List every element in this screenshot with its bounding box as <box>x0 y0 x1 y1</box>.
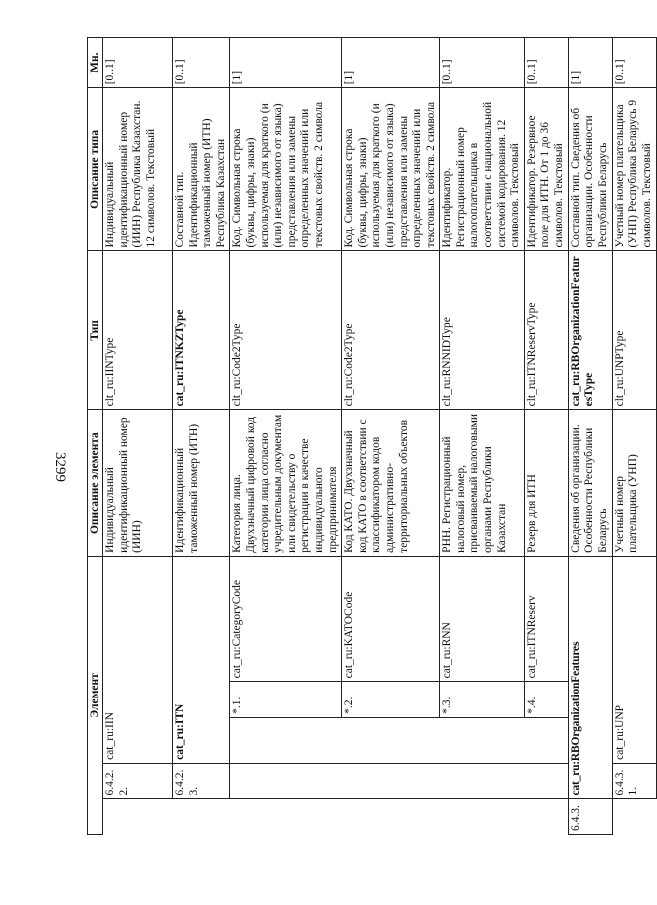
row-description: Индивидуальный идентификационный номер (ИИН) <box>103 410 173 556</box>
row-type-description: Идентификатор. Резервное поле для ИТН. От 1 до 36 символов. Текстовый <box>524 88 568 251</box>
row-description: Учетный номер плательщика (УНП) <box>612 410 656 556</box>
row-multiplicity: [0..1] <box>524 38 568 88</box>
row-type-description: Индивидуальный идентификационный номер (ИИН) Республика Казахстан. 12 символов. Текстовый <box>103 88 173 251</box>
row-type-description: Составной тип. Идентификационный таможенный номер (ИТН) Республика Казахстан <box>173 88 230 251</box>
row-description: Резерв для ИТН <box>524 410 568 556</box>
header-multiplicity: Мн. <box>88 38 103 88</box>
table-row <box>173 38 230 835</box>
row-type-description: Код. Символьная строка (буквы, цифры, знаки) используемая для краткого (и (или) независимого от языка) представления или замены определенных значений или текстовых свойств. 2 символа <box>342 88 440 251</box>
row-element: cat_ru:UNP <box>612 556 656 763</box>
row-multiplicity: [1] <box>568 38 612 88</box>
row-number: 6.4.3. <box>568 799 612 835</box>
header-element: Элемент <box>88 556 103 834</box>
row-element: cat_ru:ITN <box>173 556 230 763</box>
row-element: cat_ru:CategoryCode <box>230 556 342 682</box>
row-number: *.3. <box>440 682 525 718</box>
row-description: РНН. Регистрационный налоговый номер, присваиваемый налоговыми органами Республики Казахстан <box>440 410 525 556</box>
table-row <box>612 38 656 835</box>
header-type: Тип <box>88 251 103 410</box>
row-multiplicity: [0..1] <box>612 38 656 88</box>
row-element: cat_ru:RNN <box>440 556 525 682</box>
header-element-description: Описание элемента <box>88 410 103 556</box>
row-type-description: Идентификатор. Регистрационный номер налогоплательщика в соответствии с национальной системой кодирования. 12 символов. Текстовый <box>440 88 525 251</box>
row-multiplicity: [0..1] <box>103 38 173 88</box>
spec-table-frame <box>87 37 654 835</box>
row-description: Категория лица. Двухзначный цифровой код категории лица согласно учредительным документам или свидетельству о регистрации в качестве индивидуального предпринимателя <box>230 410 342 556</box>
row-multiplicity: [0..1] <box>440 38 525 88</box>
row-element: cat_ru:IIN <box>103 556 173 763</box>
table-row <box>342 38 440 835</box>
table-row <box>440 38 525 835</box>
table-row <box>568 38 612 835</box>
row-number: 6.4.3.1. <box>612 763 656 799</box>
row-type: cat_ru:RBOrganizationFeaturesType <box>568 251 612 410</box>
row-element: cat_ru:KATOCode <box>342 556 440 682</box>
row-multiplicity: [1] <box>342 38 440 88</box>
row-description: Код КАТО. Двухзначный код КАТО в соответствии с классификатором кодов административно-территориальных объектов <box>342 410 440 556</box>
row-type: clt_ru:IINType <box>103 251 173 410</box>
table-row <box>524 38 568 835</box>
header-row <box>88 38 103 835</box>
page-number: 3299 <box>52 452 68 482</box>
row-number: *.4. <box>524 682 568 718</box>
row-type: clt_ru:Code2Type <box>342 251 440 410</box>
table-row <box>103 38 173 835</box>
row-type: clt_ru:ITNReservType <box>524 251 568 410</box>
row-type: clt_ru:RNNIDType <box>440 251 525 410</box>
row-description: Сведения об организации. Особенности Республики Беларусь <box>568 410 612 556</box>
header-type-description: Описание типа <box>88 88 103 251</box>
row-type-description: Код. Символьная строка (буквы, цифры, знаки) используемая для краткого (и (или) независимого от языка) представления или замены определенных значений или текстовых свойств. 2 символа <box>230 88 342 251</box>
row-type-description: Составной тип. Сведения об организации. Особенности Республики Беларусь <box>568 88 612 251</box>
row-element: cat_ru:ITNReserv <box>524 556 568 682</box>
row-type: cat_ru:ITNKZType <box>173 251 230 410</box>
table-row <box>230 38 342 835</box>
row-number: *.1. <box>230 682 342 718</box>
row-type: clt_ru:Code2Type <box>230 251 342 410</box>
spec-table <box>87 37 657 835</box>
row-multiplicity: [0..1] <box>173 38 230 88</box>
row-number: *.2. <box>342 682 440 718</box>
row-multiplicity: [1] <box>230 38 342 88</box>
row-number: 6.4.2.2. <box>103 763 173 799</box>
row-element: cat_ru:RBOrganizationFeatures <box>568 556 612 799</box>
row-type-description: Учетный номер плательщика (УНП) Республика Беларусь 9 символов. Текстовый <box>612 88 656 251</box>
row-number: 6.4.2.3. <box>173 763 230 799</box>
row-type: clt_ru:UNPType <box>612 251 656 410</box>
row-description: Идентификационный таможенный номер (ИТН) <box>173 410 230 556</box>
